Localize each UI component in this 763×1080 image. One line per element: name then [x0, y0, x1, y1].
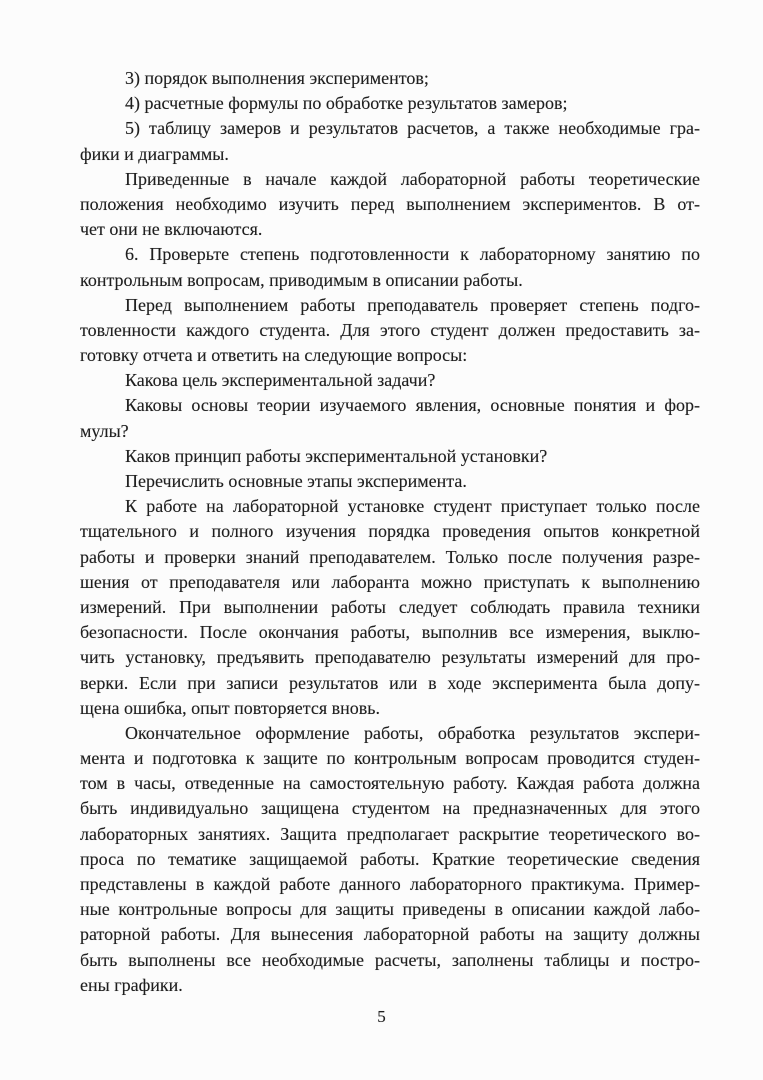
paragraph — [80, 242, 700, 292]
text-line: товленности каждого студента. Для этого студент должен предоставить за- — [80, 319, 700, 340]
paragraph — [80, 167, 700, 243]
paragraph — [80, 116, 700, 166]
text-line: ены графики. — [80, 974, 183, 995]
paragraph — [80, 293, 700, 369]
text-line: тщательного и полного изучения порядка проведения опытов конкретной — [80, 521, 700, 542]
text-line: проса по тематике защищаемой работы. Краткие теоретические сведения — [80, 848, 700, 869]
text-line: измерений. При выполнении работы следует соблюдать правила техники — [80, 596, 700, 617]
text-line: щена ошибка, опыт повторяется вновь. — [80, 697, 380, 718]
paragraph — [80, 469, 700, 494]
text-line: чить установку, предъявить преподавателю результаты измерений для про- — [80, 647, 700, 668]
text-line: фики и диаграммы. — [80, 143, 229, 164]
paragraph — [80, 494, 700, 721]
text-line: мулы? — [80, 420, 129, 441]
paragraph — [80, 91, 700, 116]
text-line: шения от преподавателя или лаборанта можно приступать к выполнению — [80, 571, 700, 592]
text-line: Приведенные в начале каждой лабораторной работы теоретические — [125, 168, 700, 189]
text-line: том в часы, отведенные на самостоятельную работу. Каждая работа должна — [80, 773, 700, 794]
text-line: К работе на лабораторной установке студент приступает только после — [125, 496, 700, 517]
text-line: безопасности. После окончания работы, выполнив все измерения, выклю- — [80, 622, 700, 643]
paragraph — [80, 444, 700, 469]
text-line: раторной работы. Для вынесения лабораторной работы на защиту должны — [80, 924, 700, 945]
text-line: быть выполнены все необходимые расчеты, заполнены таблицы и постро- — [80, 949, 700, 970]
text-line: представлены в каждой работе данного лабораторного практикума. Пример- — [80, 874, 700, 894]
text-line: Каковы основы теории изучаемого явления, основные понятия и фор- — [125, 395, 700, 416]
text-line: Перед выполнением работы преподаватель проверяет степень подго- — [125, 294, 700, 315]
text-line: Каков принцип работы экспериментальной установки? — [125, 445, 548, 466]
text-line: контрольным вопросам, приводимым в описании работы. — [80, 269, 523, 290]
text-line: работы и проверки знаний преподавателем. Только после получения разре- — [80, 546, 700, 567]
text-line: готовку отчета и ответить на следующие вопросы: — [80, 345, 468, 366]
text-line: 6. Проверьте степень подготовленности к лабораторному занятию по — [125, 244, 700, 265]
text-line: 4) расчетные формулы по обработке результатов замеров; — [125, 93, 568, 114]
text-line: положения необходимо изучить перед выполнением экспериментов. В от- — [80, 193, 700, 214]
text-line: чет они не включаются. — [80, 219, 263, 240]
text-line: верки. Если при записи результатов или в ходе эксперимента была допу- — [80, 672, 700, 693]
paragraph — [80, 66, 700, 91]
paragraph — [80, 393, 700, 443]
paragraph — [80, 721, 700, 998]
text-line: мента и подготовка к защите по контрольным вопросам проводится студен- — [80, 748, 700, 769]
text-line: Перечислить основные этапы эксперимента. — [125, 471, 467, 491]
text-line: лабораторных занятиях. Защита предполагает раскрытие теоретического во- — [80, 823, 700, 844]
text-line: 5) таблицу замеров и результатов расчетов, а также необходимые гра- — [125, 118, 700, 139]
text-line: Окончательное оформление работы, обработка результатов экспери- — [125, 722, 700, 743]
text-line: 3) порядок выполнения экспериментов; — [125, 68, 429, 88]
document-body — [80, 66, 700, 998]
text-line: быть индивидуально защищена студентом на предназначенных для этого — [80, 798, 700, 819]
page-number: 5 — [377, 1007, 386, 1026]
paragraph — [80, 368, 700, 393]
text-line: Какова цель экспериментальной задачи? — [125, 370, 436, 391]
text-line: ные контрольные вопросы для защиты приведены в описании каждой лабо- — [80, 899, 700, 920]
